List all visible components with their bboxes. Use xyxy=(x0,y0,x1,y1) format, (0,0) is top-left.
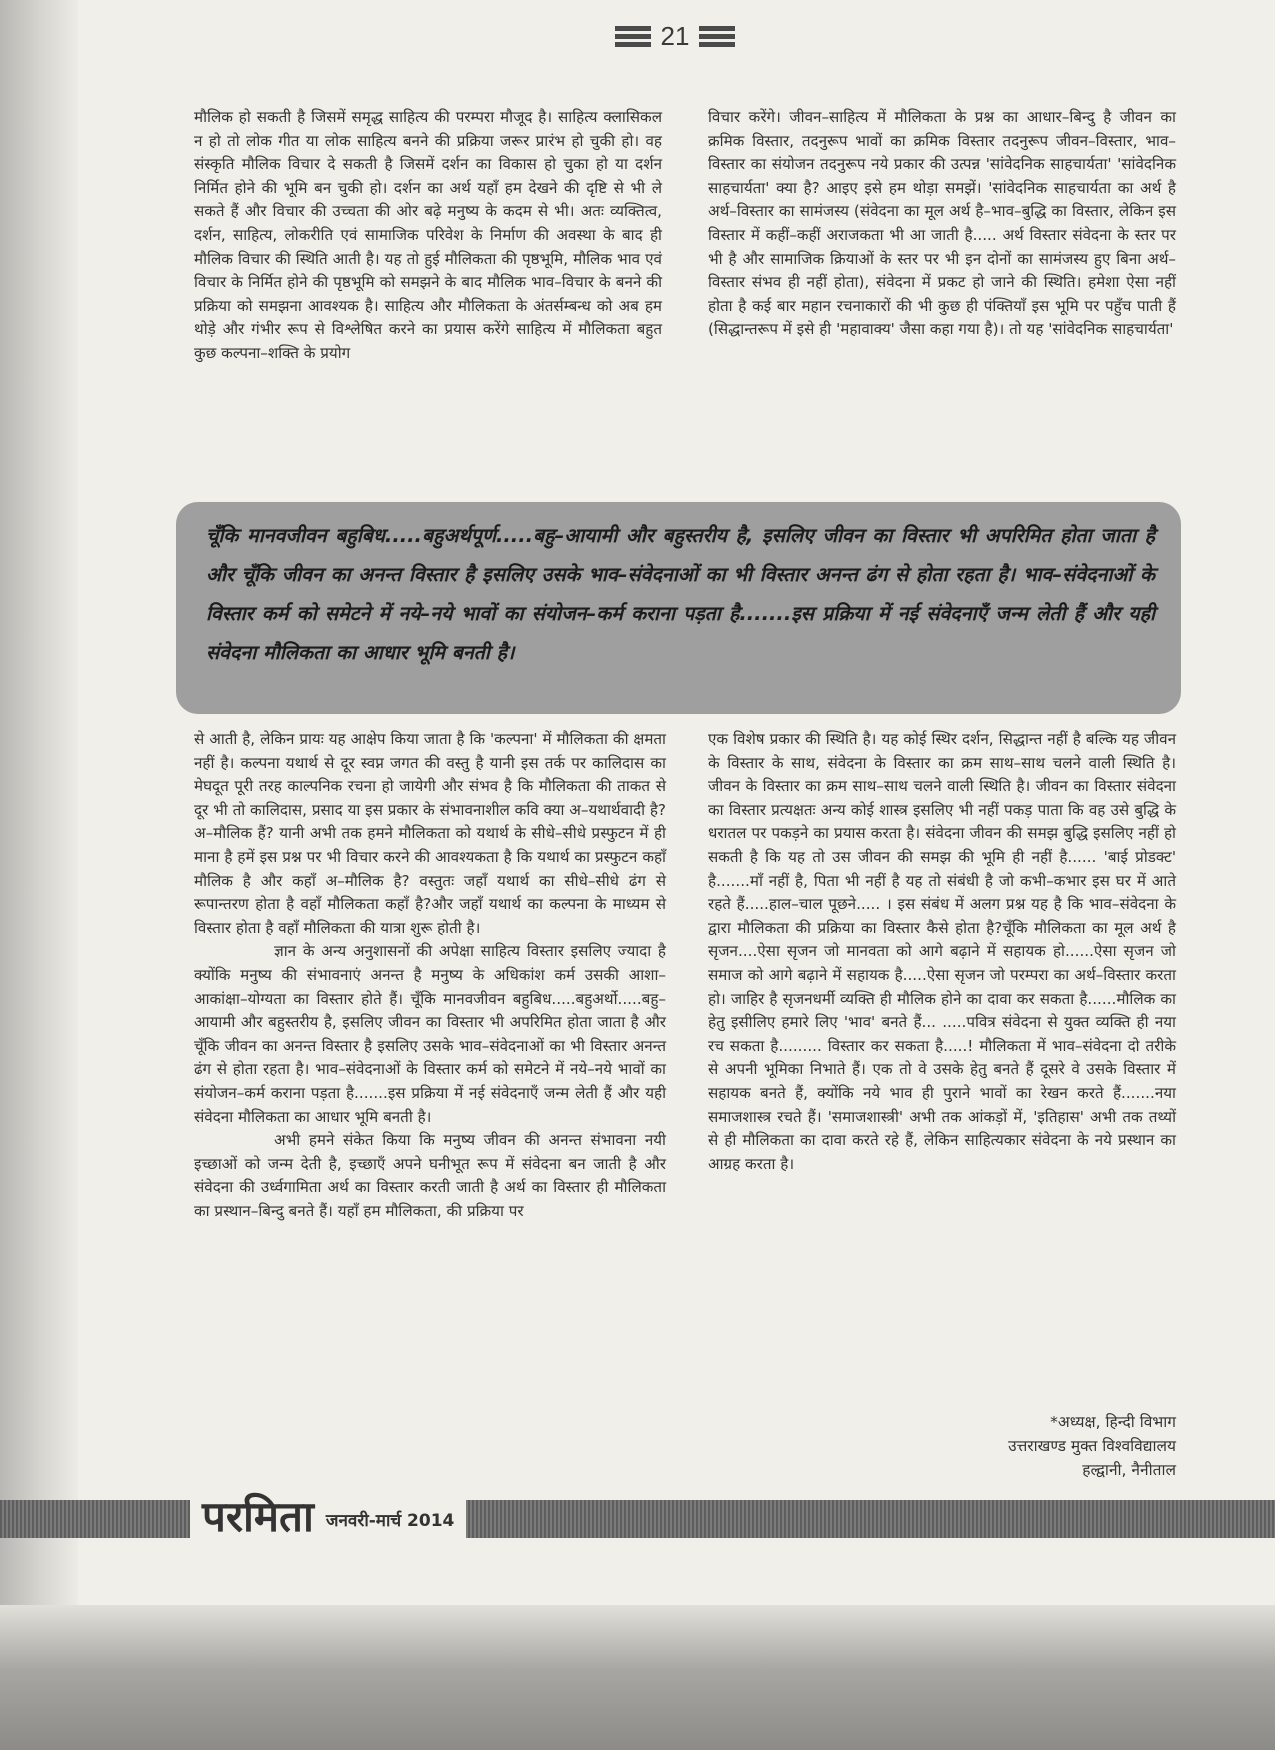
column-bottom-left xyxy=(194,728,666,1223)
affiliation-line: उत्तराखण्ड मुक्त विश्वविद्यालय xyxy=(1008,1437,1176,1455)
paragraph: एक विशेष प्रकार की स्थिति है। यह कोई स्थिर दर्शन, सिद्धान्त नहीं है बल्कि यह जीवन के विस्तार के साथ, संवेदना के विस्तार का क्रम साथ–साथ चलने वाली स्थिति है। जीवन के विस्तार का क्रम साथ–साथ चलने वाली स्थिति है। जीवन का विस्तार संवेदना का विस्तार प्रत्यक्षतः अन्य कोई शास्त्र इसलिए भी नहीं पकड़ पाता कि वह उसे बुद्धि के धरातल पर पकड़ने का प्रयास करता है। संवेदना जीवन की समझ बुद्धि इसलिए नहीं हो सकती है कि यह तो उस जीवन की समझ की भूमि ही नहीं है...... 'बाई प्रोडक्ट' है.......माँ नहीं है, पिता भी नहीं है यह तो संबंधी है जो कभी–कभार इस घर में आते रहते हैं.....हाल–चाल पूछने..... । इस संबंध में अलग प्रश्न यह है कि भाव–संवेदना के द्वारा मौलिकता की प्रक्रिया का विस्तार कैसे होता है?चूँकि मौलिकता का मूल अर्थ है सृजन....ऐसा सृजन जो मानवता को आगे बढ़ाने में सहायक हो......ऐसा सृजन जो समाज को आगे बढ़ाने में सहायक है.....ऐसा सृजन जो परम्परा का अर्थ–विस्तार करता हो। जाहिर है सृजनधर्मी व्यक्ति ही मौलिक होने का दावा कर सकता है......मौलिक का हेतु इसीलिए हमारे लिए 'भाव' बनते हैं... .....पवित्र संवेदना से युक्त व्यक्ति ही नया रच सकता है......... विस्तार कर सकता है.....! मौलिकता में भाव–संवेदना दो तरीके से अपनी भूमिका निभाते हैं। एक तो वे उसके हेतु बनते हैं दूसरे वे उसके विस्तार में सहायक बनते हैं, क्योंकि नये भाव ही पुराने भावों का रेखन करते हैं.......नया समाजशास्त्र रचते हैं। 'समाजशास्त्री' अभी तक आंकड़ों में, 'इतिहास' अभी तक तथ्यों से ही मौलिकता का दावा करते रहे हैं, लेकिन साहित्यकार संवेदना के नये प्रस्थान का आग्रह करता है। xyxy=(708,730,1176,1173)
pull-quote xyxy=(176,502,1181,714)
paragraph: से आती है, लेकिन प्रायः यह आक्षेप किया जाता है कि 'कल्पना' में मौलिकता की क्षमता नहीं है। कल्पना यथार्थ से दूर स्वप्न जगत की वस्तु है यानी इस तर्क पर कालिदास का मेघदूत पूरी तरह काल्पनिक रचना हो जायेगी और संभव है कि मौलिकता की ताकत से दूर भी तो कालिदास, प्रसाद या इस प्रकार के संभावनाशील कवि क्या अ–यथार्थवादी है?अ–मौलिक हैं? यानी अभी तक हमने मौलिकता को यथार्थ के सीधे–सीधे प्रस्फुटन में ही माना है हमें इस प्रश्न पर भी विचार करने की आवश्यकता है कि यथार्थ का प्रस्फुटन कहाँ मौलिक है और कहाँ अ–मौलिक है? वस्तुतः जहाँ यथार्थ का सीधे–सीधे ढंग से रूपान्तरण होता है वहाँ मौलिकता कहाँ है?और जहाँ यथार्थ का कल्पना के माध्यम से विस्तार होता है वहाँ मौलिकता की यात्रा शुरू होती है। xyxy=(194,730,666,937)
page-number-ornament-left xyxy=(615,22,651,50)
column-top-left xyxy=(194,106,662,366)
paragraph: मौलिक हो सकती है जिसमें समृद्ध साहित्य की परम्परा मौजूद है। साहित्य क्लासिकल न हो तो लोक गीत या लोक साहित्य बनने की प्रक्रिया जरूर प्रारंभ हो चुकी हो। वह संस्कृति मौलिक विचार दे सकती है जिसमें दर्शन का विकास हो चुका हो या दर्शन निर्मित होने की भूमि बन चुकी हो। दर्शन का अर्थ यहाँ हम देखने की दृष्टि से भी ले सकते हैं और विचार की उच्चता की ओर बढ़े मनुष्य के कदम से भी। अतः व्यक्तित्व, दर्शन, साहित्य, लोकरीति एवं सामाजिक परिवेश के निर्माण की अवस्था के बाद ही मौलिक विचार की स्थिति आती है। यह तो हुई मौलिकता की पृष्ठभूमि, मौलिक भाव एवं विचार के निर्मित होने की पृष्ठभूमि को समझने के बाद मौलिक भाव–विचार के बनने की प्रक्रिया को समझना आवश्यक है। साहित्य और मौलिकता के अंतर्सम्बन्ध को अब हम थोड़े और गंभीर रूप से विश्लेषित करने का प्रयास करेंगे साहित्य में मौलिकता बहुत कुछ कल्पना–शक्ति के प्रयोग xyxy=(194,108,662,362)
issue-date: जनवरी-मार्च 2014 xyxy=(325,1511,455,1531)
paragraph: विचार करेंगे। जीवन–साहित्य में मौलिकता के प्रश्न का आधार–बिन्दु है जीवन का क्रमिक विस्तार, तदनुरूप भावों का क्रमिक विस्तार तदनुरूप जीवन–विस्तार, भाव–विस्तार का संयोजन तदनुरूप नये प्रकार की उत्पन्न 'सांवेदनिक साहचार्यता' 'सांवेदनिक साहचार्यता' क्या है? आइए इसे हम थोड़ा समझें। 'सांवेदनिक साहचार्यता का अर्थ है अर्थ–विस्तार का सामंजस्य (संवेदना का मूल अर्थ है–भाव–बुद्धि का विस्तार, लेकिन इस विस्तार में कहीं–कहीं अराजकता भी आ जाती है..... अर्थ विस्तार संवेदना के स्तर पर भी है और सामाजिक क्रियाओं के स्तर पर भी इन दोनों का सामंजस्य हुए बिना अर्थ–विस्तार संभव ही नहीं होता), संवेदना में प्रकट हो जाने की स्थिति। हमेशा ऐसा नहीं होता है कई बार महान रचनाकारों की भी कुछ ही पंक्तियाँ इस भूमि पर पहुँच पाती हैं (सिद्धान्तरूप में इसे ही 'महावाक्य' जैसा कहा गया है)। तो यह 'सांवेदनिक साहचार्यता' xyxy=(708,108,1176,339)
column-top-right xyxy=(708,106,1176,342)
page-number-ornament-right xyxy=(699,22,735,50)
page-bottom-shadow xyxy=(0,1605,1275,1750)
author-affiliation xyxy=(890,1410,1176,1482)
affiliation-line: *अध्यक्ष, हिन्दी विभाग xyxy=(1050,1413,1176,1431)
page-number xyxy=(600,14,750,58)
paragraph: ज्ञान के अन्य अनुशासनों की अपेक्षा साहित्य विस्तार इसलिए ज्यादा है क्योंकि मनुष्य की संभावनाएं अनन्त है मनुष्य के अधिकांश कर्म उसकी आशा–आकांक्षा–योग्यता का विस्तार होते हैं। चूँकि मानवजीवन बहुबिध.....बहुअर्थो.....बहु–आयामी और बहुस्तरीय है, इसलिए जीवन का विस्तार भी अपरिमित होता जाता है और चूँकि जीवन का अनन्त विस्तार है इसलिए उसके भाव–संवेदनाओं का भी विस्तार अनन्त ढंग से होता रहता है। भाव–संवेदनाओं के विस्तार कर्म को समेटने में नये–नये भावों का संयोजन–कर्म कराना पड़ता है.......इस प्रक्रिया में नई संवेदनाएँ जन्म लेती हैं और यही संवेदना मौलिकता का आधार भूमि बनती है। xyxy=(194,942,666,1126)
paragraph: अभी हमने संकेत किया कि मनुष्य जीवन की अनन्त संभावना नयी इच्छाओं को जन्म देती है, इच्छाएँ अपने घनीभूत रूप में संवेदना बन जाती है और संवेदना की उर्ध्वगामिता अर्थ का विस्तार करती जाती है अर्थ का विस्तार ही मौलिकता का प्रस्थान–बिन्दु बनते हैं। यहाँ हम मौलिकता, की प्रक्रिया पर xyxy=(194,1131,666,1220)
page-number-text: 21 xyxy=(660,20,690,51)
footer-masthead xyxy=(190,1487,466,1543)
pull-quote-text: चूँकि मानवजीवन बहुबिध.....बहुअर्थपूर्ण.....बहु–आयामी और बहुस्तरीय है, इसलिए जीवन का विस्तार भी अपरिमित होता जाता है और चूँकि जीवन का अनन्त विस्तार है इसलिए उसके भाव–संवेदनाओं का भी विस्तार अनन्त ढंग से होता रहता है। भाव–संवेदनाओं के विस्तार कर्म को समेटने में नये–नये भावों का संयोजन–कर्म कराना पड़ता है.......इस प्रक्रिया में नई संवेदनाएँ जन्म लेती हैं और यही संवेदना मौलिकता का आधार भूमि बनती है। xyxy=(206,524,1155,664)
magazine-logo: परमिता xyxy=(202,1492,314,1541)
page-edge-shadow xyxy=(0,0,78,1750)
column-bottom-right xyxy=(708,728,1176,1176)
affiliation-line: हल्द्वानी, नैनीताल xyxy=(1082,1461,1176,1479)
